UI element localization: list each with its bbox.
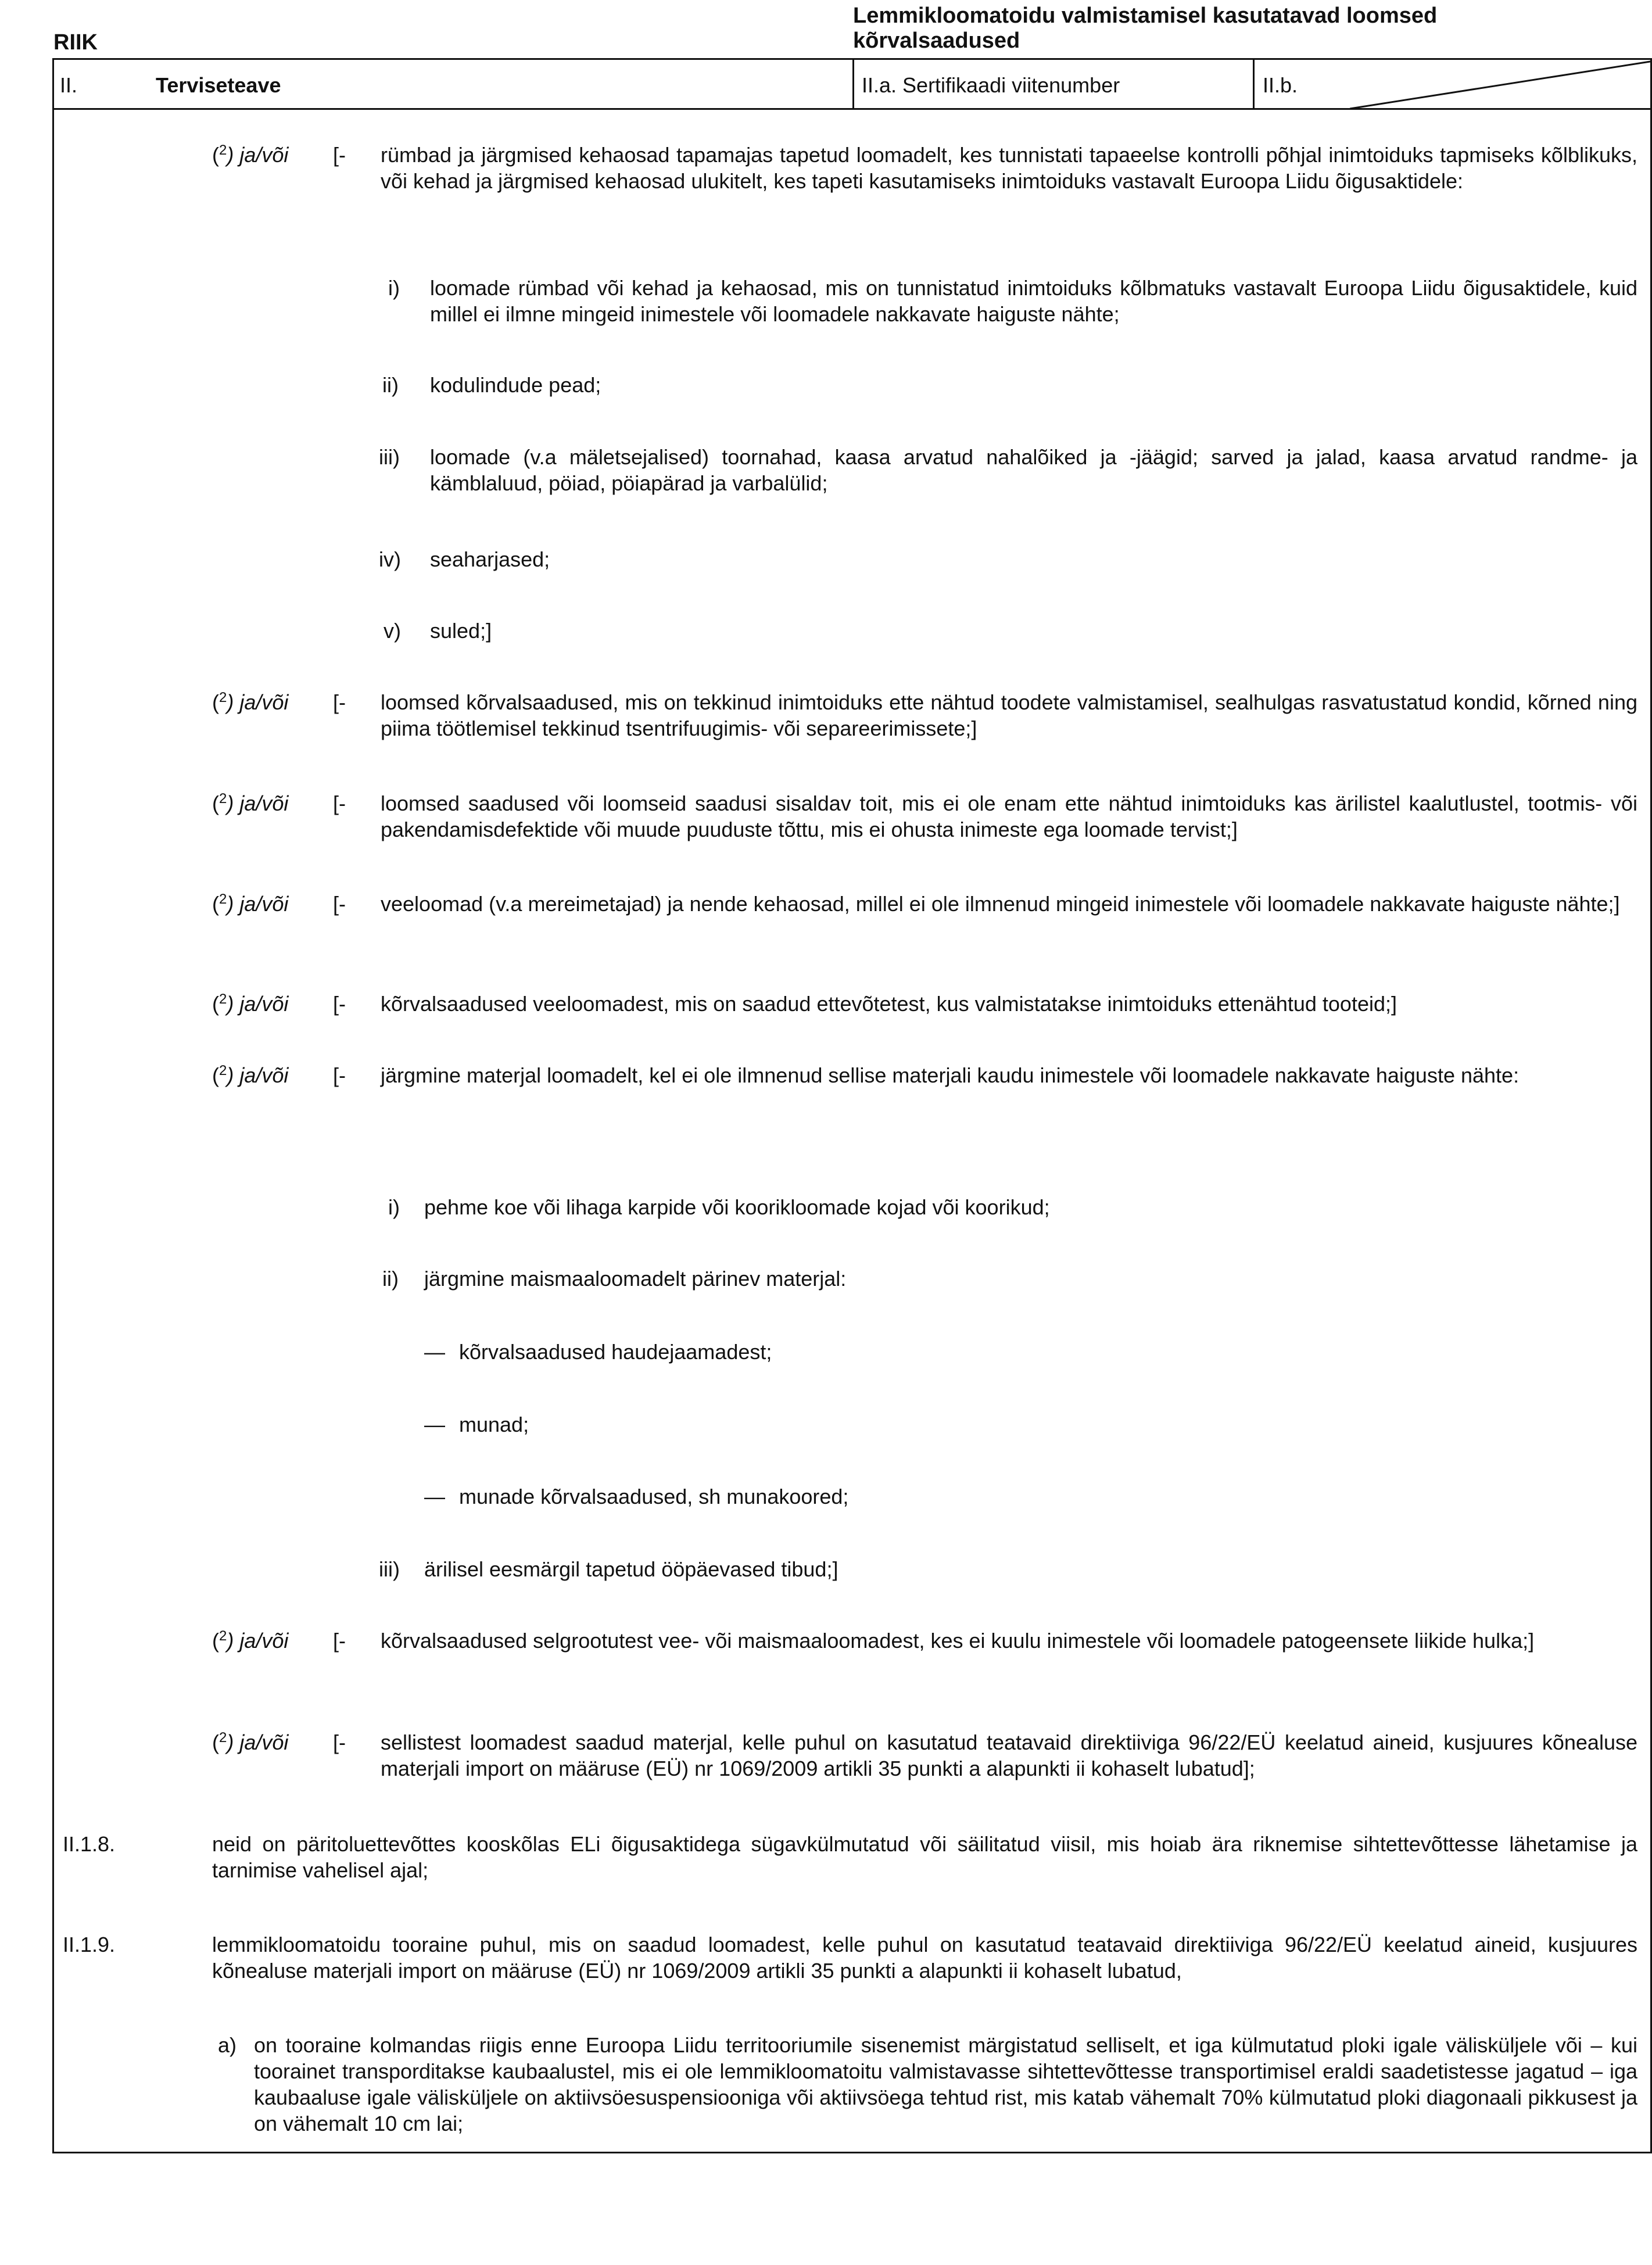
- paragraph: neid on päritoluettevõttes kooskõlas ELi õigusaktidega sügavkülmutatud või säilitatud viisil, mis hoiab ära riknemise sihtettevõttesse lähetamise ja tarnimise vahelisel ajal;: [212, 1832, 1637, 1882]
- paragraph: sellistest loomadest saadud materjal, kelle puhul on kasutatud teatavaid direktiiviga 96/22/EÜ keelatud aineid, kusjuures kõnealuse materjali import on määruse (EÜ) nr 1069/2009 artikli 35 punkti a alapunkti ii kohaselt lubatud];: [381, 1730, 1637, 1780]
- paragraph: rümbad ja järgmised kehaosad tapamajas tapetud loomadelt, kes tunnistati tapaeelse kontrolli põhjal inimtoiduks tapmiseks kõlblikuks, või kehad ja järgmised kehaosad ulukitelt, kes tapeti kasutamiseks inimtoiduks vastavalt Euroopa Liidu õigusaktidele:: [381, 143, 1637, 193]
- item-number: i): [388, 276, 400, 300]
- paragraph: kõrvalsaadused veeloomadest, mis on saadud ettevõtetest, kus valmistatakse inimtoiduks ettenähtud tooteid;]: [381, 992, 1397, 1016]
- bracket-marker: [-: [333, 791, 346, 815]
- paragraph: seaharjased;: [430, 547, 550, 571]
- bracket-marker: [-: [333, 892, 346, 916]
- footnote-marker: ($^2$) ja/või: [212, 1063, 289, 1087]
- dash-marker: —: [424, 1485, 445, 1508]
- bracket-marker: [-: [333, 1730, 346, 1754]
- paragraph: ärilisel eesmärgil tapetud ööpäevased tibud;]: [424, 1557, 838, 1581]
- footnote-marker: ($^2$) ja/või: [212, 1730, 289, 1754]
- paragraph: veeloomad (v.a mereimetajad) ja nende kehaosad, millel ei ole ilmnenud mingeid inimestele või loomadele nakkavate haiguste nähte;]: [381, 892, 1620, 916]
- diagonal-line: [1350, 60, 1652, 110]
- paragraph: loomsed kõrvalsaadused, mis on tekkinud inimtoiduks ette nähtud toodete valmistamisel, sealhulgas rasvatustatud kondid, kõrned ning piima töötlemisel tekkinud tsentrifuugimis- või separeerimissete;]: [381, 690, 1637, 740]
- dash-marker: —: [424, 1340, 445, 1364]
- item-number: iii): [379, 445, 400, 469]
- paragraph: munad;: [459, 1413, 529, 1436]
- section-number: II.1.9.: [63, 1933, 116, 1956]
- item-number: ii): [382, 373, 399, 397]
- bracket-marker: [-: [333, 1063, 346, 1087]
- item-number: iii): [379, 1557, 400, 1581]
- bracket-marker: [-: [333, 143, 346, 167]
- item-number: i): [388, 1195, 400, 1219]
- paragraph: loomsed saadused või loomseid saadusi sisaldav toit, mis ei ole enam ette nähtud inimtoiduks kas ärilistel kaalutlustel, tootmis- või pakendamisdefektide või muude puuduste tõttu, mis ei ohusta inimeste ega loomade tervist;]: [381, 791, 1637, 841]
- footnote-marker: ($^2$) ja/või: [212, 690, 289, 714]
- footnote-marker: ($^2$) ja/või: [212, 1628, 289, 1653]
- paragraph: lemmikloomatoidu tooraine puhul, mis on saadud loomadest, kelle puhul on kasutatud teatavaid direktiiviga 96/22/EÜ keelatud aineid, kusjuures kõnealuse materjali import on määruse (EÜ) nr 1069/2009 artikli 35 punkti a alapunkti ii kohaselt lubatud,: [212, 1933, 1637, 1983]
- paragraph: järgmine materjal loomadelt, kel ei ole ilmnenud sellise materjali kaudu inimestele või loomadele nakkavate haiguste nähte:: [381, 1063, 1520, 1087]
- footnote-marker: ($^2$) ja/või: [212, 791, 289, 815]
- paragraph: munade kõrvalsaadused, sh munakoored;: [459, 1485, 849, 1508]
- paragraph: loomade (v.a mäletsejalised) toornahad, kaasa arvatud nahalõiked ja -jäägid; sarved ja jalad, kaasa arvatud randme- ja kämblaluud, pöiad, pöiapärad ja varbalülid;: [430, 445, 1637, 495]
- header-divider: [852, 60, 854, 110]
- item-number: a): [218, 2033, 237, 2057]
- paragraph: kõrvalsaadused selgrootutest vee- või maismaaloomadest, kes ei kuulu inimestele või loomadele patogeensete liikide hulka;]: [381, 1629, 1535, 1653]
- reference-number-label: II.a. Sertifikaadi viitenumber: [862, 73, 1120, 97]
- bracket-marker: [-: [333, 1629, 346, 1653]
- paragraph: kodulindude pead;: [430, 373, 601, 397]
- document-title: Lemmikloomatoidu valmistamisel kasutatavad loomsed kõrvalsaadused: [853, 3, 1438, 53]
- bracket-marker: [-: [333, 992, 346, 1016]
- header-divider: [1253, 60, 1255, 110]
- dash-marker: —: [424, 1413, 445, 1436]
- section-number: II.1.8.: [63, 1832, 116, 1856]
- section-header-row: [54, 60, 1650, 110]
- paragraph: järgmine maismaaloomadelt pärinev materjal:: [424, 1267, 847, 1291]
- column-b-label: II.b.: [1263, 73, 1298, 97]
- item-number: ii): [382, 1267, 399, 1291]
- item-number: iv): [379, 547, 401, 571]
- paragraph: on tooraine kolmandas riigis enne Euroopa Liidu territooriumile sisenemist märgistatud selliselt, et iga külmutatud ploki igale välisküljele või – kui toorainet transporditakse kaubaalustel, mis ei ole lemmikloomatoitu valmistavasse sihtettevõttesse transportimisel eraldi saadetistesse jagatud – iga kaubaaluse igale välisküljele on aktiivsöesuspensiooniga või aktiivsöega tehtud rist, mis katab vähemalt 70% külmutatud ploki diagonaali pikkusest ja on vähemalt 10 cm lai;: [254, 2033, 1637, 2135]
- paragraph: pehme koe või lihaga karpide või koorikloomade kojad või koorikud;: [424, 1195, 1050, 1219]
- item-number: v): [384, 619, 401, 643]
- country-label: RIIK: [53, 30, 98, 55]
- bracket-marker: [-: [333, 690, 346, 714]
- footnote-marker: ($^2$) ja/või: [212, 891, 289, 916]
- paragraph: suled;]: [430, 619, 492, 643]
- footnote-marker: ($^2$) ja/või: [212, 991, 289, 1016]
- paragraph: loomade rümbad või kehad ja kehaosad, mis on tunnistatud inimtoiduks kõlbmatuks vastavalt Euroopa Liidu õigusaktidele, kuid millel ei ilmne mingeid inimestele või loomadele nakkavate haiguste nähte;: [430, 276, 1637, 326]
- section-number: II.: [60, 73, 78, 97]
- section-title: Terviseteave: [156, 73, 281, 97]
- paragraph: kõrvalsaadused haudejaamadest;: [459, 1340, 772, 1364]
- footnote-marker: ($^2$) ja/või: [212, 142, 289, 167]
